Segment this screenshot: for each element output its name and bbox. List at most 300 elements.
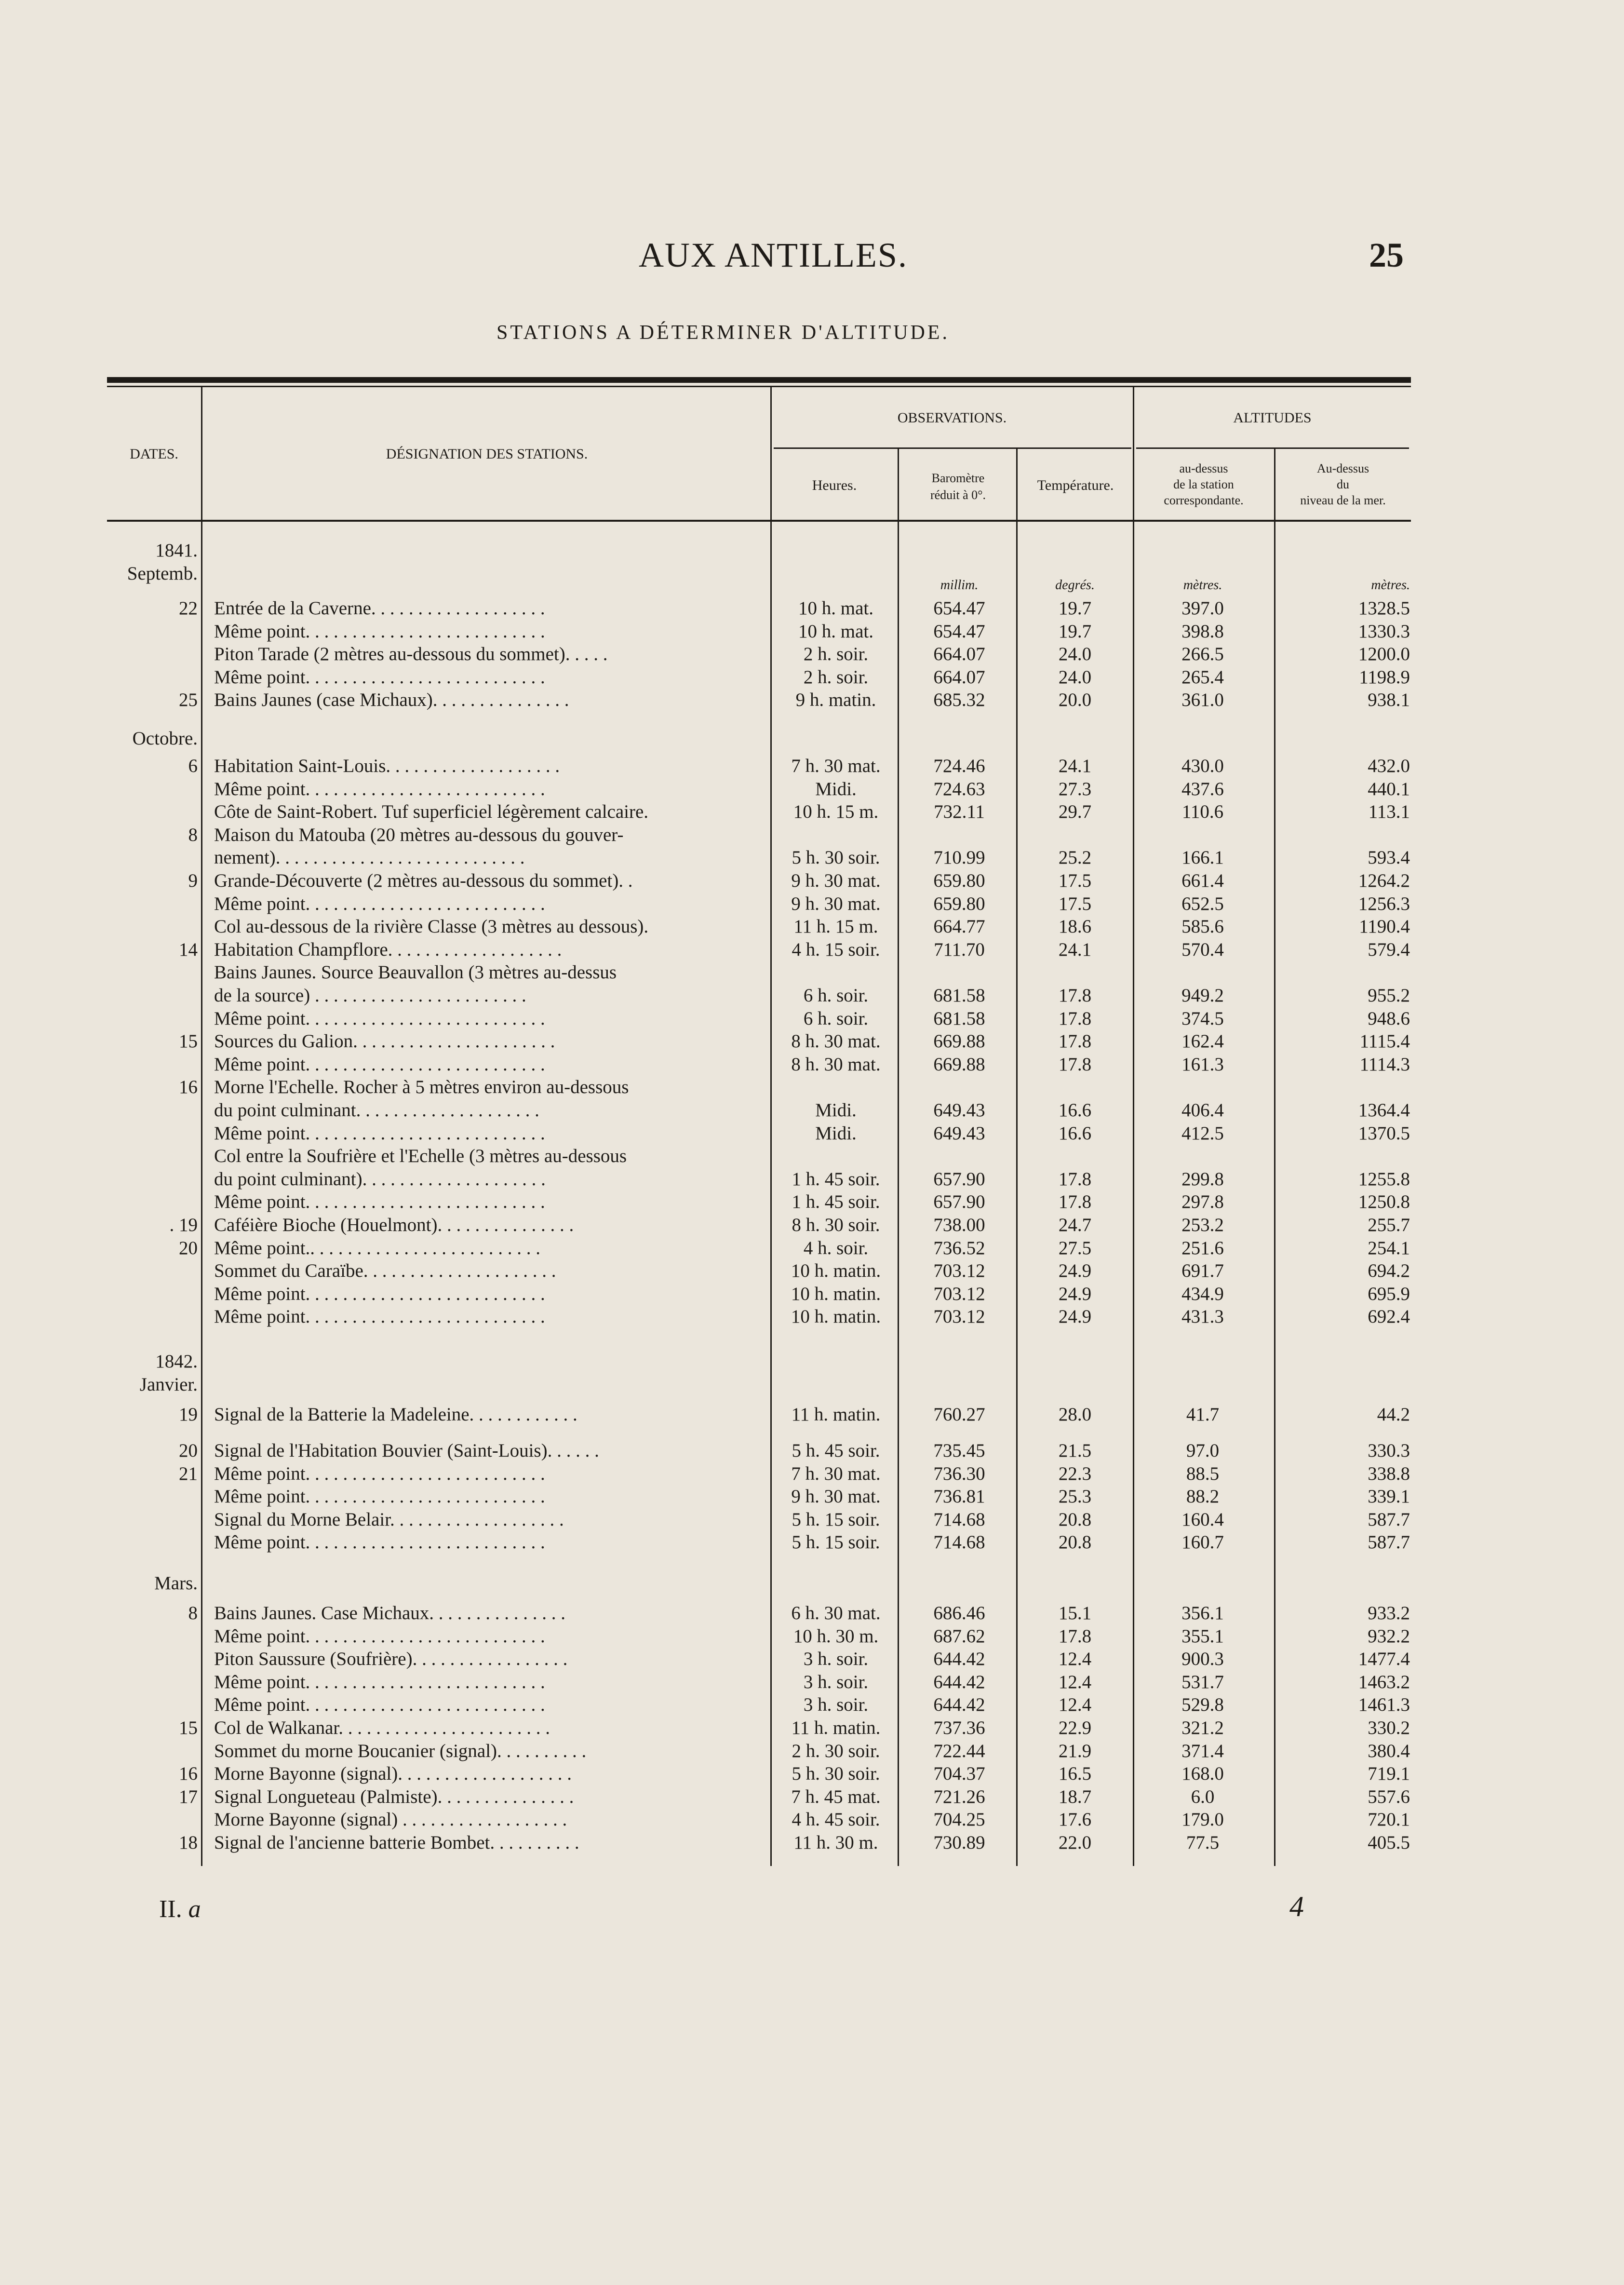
row-altitude-station: 321.2 bbox=[1181, 1717, 1224, 1738]
row-altitude-mer: 1370.5 bbox=[1358, 1122, 1410, 1144]
row-barometre: 721.26 bbox=[933, 1786, 985, 1807]
row-altitude-station: 251.6 bbox=[1181, 1237, 1224, 1258]
table-row bbox=[0, 984, 1624, 1007]
row-altitude-mer: 1190.4 bbox=[1359, 916, 1410, 937]
signature-roman: II. bbox=[159, 1895, 182, 1923]
row-altitude-station: 398.8 bbox=[1181, 621, 1224, 642]
row-altitude-station: 570.4 bbox=[1181, 939, 1224, 960]
row-designation: Col entre la Soufrière et l'Echelle (3 mètres au-dessous bbox=[214, 1146, 627, 1167]
row-temperature: 24.0 bbox=[1058, 666, 1092, 688]
row-barometre: 644.42 bbox=[933, 1649, 985, 1670]
row-temperature: 24.1 bbox=[1058, 939, 1092, 960]
row-altitude-mer: 933.2 bbox=[1368, 1603, 1410, 1623]
row-designation: Piton Tarade (2 mètres au-dessous du sommet). . . . . bbox=[214, 644, 608, 665]
row-barometre: 659.80 bbox=[933, 870, 985, 891]
row-temperature: 27.5 bbox=[1058, 1237, 1092, 1258]
table-row bbox=[0, 1305, 1624, 1328]
row-heures: Midi. bbox=[815, 778, 857, 799]
row-barometre: 644.42 bbox=[933, 1694, 985, 1716]
row-designation: Caféière Bioche (Houelmont). . . . . . . . . . . . . . . bbox=[214, 1215, 574, 1235]
row-temperature: 24.1 bbox=[1058, 756, 1092, 776]
row-heures: 3 h. soir. bbox=[803, 1649, 869, 1670]
row-designation: Sommet du morne Boucanier (signal). . . . . . . . . . bbox=[214, 1740, 587, 1761]
row-altitude-mer: 1256.3 bbox=[1358, 893, 1410, 914]
row-designation: Sources du Galion. . . . . . . . . . . . . . . . . . . . . . bbox=[214, 1031, 555, 1052]
row-altitude-station: 160.4 bbox=[1181, 1509, 1224, 1530]
row-heures: 5 h. 45 soir. bbox=[792, 1440, 880, 1461]
row-heures: 11 h. matin. bbox=[791, 1404, 881, 1425]
row-heures: 10 h. 15 m. bbox=[793, 801, 879, 823]
table-row bbox=[0, 1350, 1624, 1373]
row-altitude-station: 297.8 bbox=[1181, 1191, 1224, 1213]
row-temperature: 27.3 bbox=[1058, 778, 1092, 799]
row-designation: Sommet du Caraïbe. . . . . . . . . . . . . . . . . . . . . bbox=[214, 1260, 556, 1282]
row-altitude-mer: 593.4 bbox=[1368, 847, 1410, 868]
row-date: 17 bbox=[179, 1786, 198, 1807]
row-temperature: 20.8 bbox=[1058, 1532, 1092, 1553]
row-altitude-station: 437.6 bbox=[1181, 778, 1224, 799]
table-row bbox=[0, 1076, 1624, 1099]
row-heures: 11 h. 30 m. bbox=[793, 1832, 878, 1853]
row-heures: 11 h. matin. bbox=[791, 1717, 881, 1738]
row-altitude-mer: 338.8 bbox=[1368, 1463, 1410, 1484]
row-altitude-station: 356.1 bbox=[1181, 1603, 1224, 1623]
row-altitude-mer: 1328.5 bbox=[1358, 598, 1410, 619]
row-barometre: 644.42 bbox=[933, 1671, 985, 1692]
row-altitude-station: 355.1 bbox=[1181, 1625, 1224, 1647]
row-heures: 3 h. soir. bbox=[803, 1671, 869, 1692]
row-barometre: 664.07 bbox=[933, 666, 985, 688]
table-row bbox=[0, 727, 1624, 750]
header-heures: Heures. bbox=[812, 477, 857, 493]
row-heures: 4 h. soir. bbox=[803, 1237, 869, 1258]
row-designation: Morne Bayonne (signal) . . . . . . . . . . . . . . . . . . bbox=[214, 1809, 567, 1830]
row-altitude-mer: 1477.4 bbox=[1358, 1649, 1410, 1670]
row-designation: Habitation Champflore. . . . . . . . . . . . . . . . . . . bbox=[214, 939, 562, 960]
row-altitude-mer: 932.2 bbox=[1368, 1625, 1410, 1647]
table-row bbox=[0, 1237, 1624, 1260]
row-designation: Signal Longueteau (Palmiste). . . . . . . . . . . . . . . bbox=[214, 1786, 574, 1807]
header-alt-station-line3: correspondante. bbox=[1164, 493, 1244, 507]
row-designation: Signal de l'Habitation Bouvier (Saint-Louis). . . . . . bbox=[214, 1440, 599, 1461]
table-row bbox=[0, 755, 1624, 778]
row-designation: Maison du Matouba (20 mètres au-dessous du gouver- bbox=[214, 824, 624, 845]
row-designation: Même point. . . . . . . . . . . . . . . . . . . . . . . . . . bbox=[214, 1008, 545, 1029]
table-row bbox=[0, 1403, 1624, 1426]
row-altitude-mer: 1330.3 bbox=[1358, 621, 1410, 642]
row-designation: Même point. . . . . . . . . . . . . . . . . . . . . . . . . . bbox=[214, 1191, 545, 1213]
row-designation: Col de Walkanar. . . . . . . . . . . . . . . . . . . . . . . bbox=[214, 1717, 550, 1738]
table-row bbox=[0, 1693, 1624, 1717]
row-barometre: 681.58 bbox=[933, 985, 985, 1006]
row-designation: Col au-dessous de la rivière Classe (3 mètres au dessous). bbox=[214, 916, 649, 937]
row-altitude-mer: 719.1 bbox=[1368, 1763, 1410, 1785]
row-date: Janvier. bbox=[139, 1374, 198, 1395]
row-barometre: 737.36 bbox=[933, 1717, 985, 1738]
row-designation: du point culminant). . . . . . . . . . . . . . . . . . . . bbox=[214, 1168, 546, 1190]
row-altitude-station: 110.6 bbox=[1181, 801, 1224, 823]
row-heures: 5 h. 15 soir. bbox=[792, 1509, 880, 1530]
row-heures: 10 h. matin. bbox=[791, 1306, 881, 1327]
table-row bbox=[0, 1740, 1624, 1763]
row-date: 20 bbox=[179, 1237, 198, 1258]
row-designation: Même point. . . . . . . . . . . . . . . . . . . . . . . . . . bbox=[214, 1122, 545, 1144]
row-altitude-mer: 339.1 bbox=[1368, 1486, 1410, 1507]
row-altitude-station: 374.5 bbox=[1181, 1008, 1224, 1029]
header-alt-mer-line1: Au-dessus bbox=[1316, 461, 1369, 475]
row-temperature: 25.3 bbox=[1058, 1486, 1092, 1507]
row-temperature: 18.6 bbox=[1058, 916, 1092, 937]
row-date: Mars. bbox=[154, 1573, 198, 1594]
row-temperature: 22.0 bbox=[1058, 1832, 1092, 1853]
row-barometre: 714.68 bbox=[933, 1532, 985, 1553]
row-barometre: 735.45 bbox=[933, 1440, 985, 1461]
table-row bbox=[0, 938, 1624, 961]
row-temperature: 24.0 bbox=[1058, 644, 1092, 665]
row-heures: 4 h. 15 soir. bbox=[792, 939, 880, 960]
row-designation: Même point. . . . . . . . . . . . . . . . . . . . . . . . . . bbox=[214, 1306, 545, 1327]
row-barometre: 686.46 bbox=[933, 1603, 985, 1623]
row-barometre: 649.43 bbox=[933, 1100, 985, 1121]
row-altitude-station: 371.4 bbox=[1181, 1740, 1224, 1761]
row-altitude-station: 88.2 bbox=[1186, 1486, 1220, 1507]
signature-mark bbox=[159, 1895, 201, 1923]
row-barometre: 760.27 bbox=[933, 1404, 985, 1425]
row-designation: Bains Jaunes. Source Beauvallon (3 mètres au-dessus bbox=[214, 962, 617, 983]
row-barometre: 736.81 bbox=[933, 1486, 985, 1507]
row-heures: 9 h. matin. bbox=[795, 690, 876, 711]
table-row bbox=[0, 1190, 1624, 1214]
row-altitude-station: 531.7 bbox=[1181, 1671, 1224, 1692]
row-date: 16 bbox=[179, 1077, 198, 1098]
header-altitudes: ALTITUDES bbox=[1233, 410, 1312, 426]
row-altitude-station: 266.5 bbox=[1181, 644, 1224, 665]
row-temperature: 20.0 bbox=[1058, 690, 1092, 711]
row-altitude-station: 900.3 bbox=[1181, 1649, 1224, 1670]
row-barometre: 738.00 bbox=[933, 1215, 985, 1235]
row-designation: nement). . . . . . . . . . . . . . . . . . . . . . . . . . . bbox=[214, 847, 525, 868]
row-heures: Midi. bbox=[815, 1100, 857, 1121]
row-temperature: 12.4 bbox=[1058, 1671, 1092, 1692]
row-temperature: 28.0 bbox=[1058, 1404, 1092, 1425]
row-altitude-station: 162.4 bbox=[1181, 1031, 1224, 1052]
row-date: 19 bbox=[179, 1404, 198, 1425]
row-temperature: 17.8 bbox=[1058, 1054, 1092, 1075]
table-subtitle: STATIONS A DÉTERMINER D'ALTITUDE. bbox=[497, 322, 950, 344]
row-temperature: 17.8 bbox=[1058, 1191, 1092, 1213]
table-row bbox=[0, 1462, 1624, 1486]
row-altitude-mer: 1463.2 bbox=[1358, 1671, 1410, 1692]
signature-letter: a bbox=[188, 1895, 201, 1923]
row-altitude-station: 691.7 bbox=[1181, 1260, 1224, 1282]
row-designation: Grande-Découverte (2 mètres au-dessous du sommet). . bbox=[214, 870, 633, 891]
row-designation: Piton Saussure (Soufrière). . . . . . . . . . . . . . . . . bbox=[214, 1649, 568, 1670]
running-header-title: AUX ANTILLES. bbox=[639, 236, 908, 274]
header-alt-station-line2: de la station bbox=[1173, 477, 1234, 491]
row-altitude-mer: 330.3 bbox=[1368, 1440, 1410, 1461]
row-date: 16 bbox=[179, 1763, 198, 1785]
row-temperature: 17.8 bbox=[1058, 985, 1092, 1006]
table-row bbox=[0, 846, 1624, 869]
row-barometre: 703.12 bbox=[933, 1306, 985, 1327]
row-heures: 2 h. 30 soir. bbox=[792, 1740, 880, 1761]
row-altitude-station: 434.9 bbox=[1181, 1283, 1224, 1304]
table-row bbox=[0, 915, 1624, 938]
page-number: 25 bbox=[1369, 236, 1404, 274]
row-barometre: 681.58 bbox=[933, 1008, 985, 1029]
table-row bbox=[0, 643, 1624, 666]
row-temperature: 17.8 bbox=[1058, 1168, 1092, 1190]
row-altitude-mer: 695.9 bbox=[1368, 1283, 1410, 1304]
row-heures: 7 h. 30 mat. bbox=[791, 756, 881, 776]
table-row bbox=[0, 1373, 1624, 1396]
row-altitude-station: 412.5 bbox=[1181, 1122, 1224, 1144]
row-temperature: 24.7 bbox=[1058, 1215, 1092, 1235]
row-barometre: 724.46 bbox=[933, 756, 985, 776]
row-altitude-station: 168.0 bbox=[1181, 1763, 1224, 1785]
table-row bbox=[0, 1508, 1624, 1531]
row-barometre: 736.30 bbox=[933, 1463, 985, 1484]
row-barometre: 704.37 bbox=[933, 1763, 985, 1785]
row-designation: Même point. . . . . . . . . . . . . . . . . . . . . . . . . . bbox=[214, 1625, 545, 1647]
table-row bbox=[0, 1762, 1624, 1785]
row-heures: 6 h. 30 mat. bbox=[791, 1603, 881, 1623]
row-designation: Morne l'Echelle. Rocher à 5 mètres environ au-dessous bbox=[214, 1077, 629, 1098]
row-heures: 7 h. 30 mat. bbox=[791, 1463, 881, 1484]
row-altitude-station: 77.5 bbox=[1186, 1832, 1220, 1853]
table-row bbox=[0, 539, 1624, 562]
row-designation: du point culminant. . . . . . . . . . . . . . . . . . . . bbox=[214, 1100, 539, 1121]
row-barometre: 649.43 bbox=[933, 1122, 985, 1144]
row-altitude-mer: 1264.2 bbox=[1358, 870, 1410, 891]
table-row bbox=[0, 1648, 1624, 1671]
row-temperature: 20.8 bbox=[1058, 1509, 1092, 1530]
row-temperature: 15.1 bbox=[1058, 1603, 1092, 1623]
row-barometre: 669.88 bbox=[933, 1054, 985, 1075]
table-row bbox=[0, 1007, 1624, 1030]
row-barometre: 669.88 bbox=[933, 1031, 985, 1052]
row-date: Septemb. bbox=[127, 563, 198, 584]
row-date: 22 bbox=[179, 598, 198, 619]
row-altitude-station: 41.7 bbox=[1186, 1404, 1220, 1425]
row-altitude-station: 661.4 bbox=[1181, 870, 1224, 891]
row-designation: Bains Jaunes. Case Michaux. . . . . . . . . . . . . . . bbox=[214, 1603, 566, 1623]
header-alt-station-line1: au-dessus bbox=[1179, 461, 1228, 475]
row-barometre: 664.77 bbox=[933, 916, 985, 937]
row-designation: Bains Jaunes (case Michaux). . . . . . . . . . . . . . . bbox=[214, 690, 569, 711]
row-altitude-mer: 380.4 bbox=[1368, 1740, 1410, 1761]
header-alt-mer-line2: du bbox=[1337, 477, 1349, 491]
row-designation: de la source) . . . . . . . . . . . . . . . . . . . . . . . bbox=[214, 985, 526, 1006]
header-designation: DÉSIGNATION DES STATIONS. bbox=[386, 446, 588, 462]
row-heures: 10 h. mat. bbox=[798, 621, 873, 642]
row-altitude-station: 97.0 bbox=[1186, 1440, 1220, 1461]
row-barometre: 703.12 bbox=[933, 1283, 985, 1304]
table-row bbox=[0, 1808, 1624, 1831]
table-row bbox=[0, 892, 1624, 916]
table-row bbox=[0, 1145, 1624, 1168]
row-heures: 6 h. soir. bbox=[803, 985, 869, 1006]
row-heures: 5 h. 30 soir. bbox=[792, 1763, 880, 1785]
signature-number: 4 bbox=[1289, 1891, 1304, 1922]
row-designation: Même point. . . . . . . . . . . . . . . . . . . . . . . . . . bbox=[214, 1532, 545, 1553]
row-barometre: 732.11 bbox=[934, 801, 985, 823]
row-temperature: 17.8 bbox=[1058, 1031, 1092, 1052]
row-date: 14 bbox=[179, 939, 198, 960]
row-altitude-station: 179.0 bbox=[1181, 1809, 1224, 1830]
row-barometre: 654.47 bbox=[933, 621, 985, 642]
row-heures: 10 h. matin. bbox=[791, 1260, 881, 1282]
row-altitude-station: 361.0 bbox=[1181, 690, 1224, 711]
row-temperature: 22.9 bbox=[1058, 1717, 1092, 1738]
row-heures: 10 h. mat. bbox=[798, 598, 873, 619]
row-altitude-mer: 440.1 bbox=[1368, 778, 1410, 799]
row-date: 9 bbox=[188, 870, 198, 891]
table-row bbox=[0, 1122, 1624, 1145]
row-altitude-mer: 1255.8 bbox=[1358, 1168, 1410, 1190]
row-barometre: 664.07 bbox=[933, 644, 985, 665]
row-barometre: 659.80 bbox=[933, 893, 985, 914]
unit-alt1: mètres. bbox=[1183, 578, 1222, 593]
table-row bbox=[0, 1283, 1624, 1306]
row-heures: 8 h. 30 soir. bbox=[792, 1215, 880, 1235]
row-altitude-mer: 1200.0 bbox=[1358, 644, 1410, 665]
table-row bbox=[0, 666, 1624, 689]
row-heures: 6 h. soir. bbox=[803, 1008, 869, 1029]
table-row bbox=[0, 1053, 1624, 1076]
row-barometre: 685.32 bbox=[933, 690, 985, 711]
row-temperature: 25.2 bbox=[1058, 847, 1092, 868]
row-altitude-mer: 694.2 bbox=[1368, 1260, 1410, 1282]
row-altitude-mer: 955.2 bbox=[1368, 985, 1410, 1006]
row-altitude-mer: 254.1 bbox=[1368, 1237, 1410, 1258]
row-barometre: 704.25 bbox=[933, 1809, 985, 1830]
row-designation: Habitation Saint-Louis. . . . . . . . . . . . . . . . . . . bbox=[214, 756, 560, 776]
row-altitude-station: 299.8 bbox=[1181, 1168, 1224, 1190]
row-altitude-mer: 1114.3 bbox=[1359, 1054, 1410, 1075]
row-altitude-station: 431.3 bbox=[1181, 1306, 1224, 1327]
row-date: 8 bbox=[188, 824, 198, 845]
row-heures: 4 h. 45 soir. bbox=[792, 1809, 880, 1830]
table-row bbox=[0, 1572, 1624, 1595]
row-barometre: 687.62 bbox=[933, 1625, 985, 1647]
row-heures: 8 h. 30 mat. bbox=[791, 1054, 881, 1075]
row-barometre: 657.90 bbox=[933, 1168, 985, 1190]
row-designation: Même point.. . . . . . . . . . . . . . . . . . . . . . . . . bbox=[214, 1237, 541, 1258]
row-designation: Entrée de la Caverne. . . . . . . . . . . . . . . . . . . bbox=[214, 598, 545, 619]
row-designation: Signal du Morne Belair. . . . . . . . . . . . . . . . . . . bbox=[214, 1509, 564, 1530]
table-row bbox=[0, 1259, 1624, 1283]
row-date: 21 bbox=[179, 1463, 198, 1484]
row-date: Octobre. bbox=[132, 728, 198, 749]
row-temperature: 21.9 bbox=[1058, 1740, 1092, 1761]
row-designation: Même point. . . . . . . . . . . . . . . . . . . . . . . . . . bbox=[214, 1463, 545, 1484]
row-altitude-mer: 948.6 bbox=[1368, 1008, 1410, 1029]
row-altitude-mer: 692.4 bbox=[1368, 1306, 1410, 1327]
table-row bbox=[0, 869, 1624, 892]
row-designation: Même point. . . . . . . . . . . . . . . . . . . . . . . . . . bbox=[214, 1486, 545, 1507]
row-designation: Même point. . . . . . . . . . . . . . . . . . . . . . . . . . bbox=[214, 666, 545, 688]
table-row bbox=[0, 824, 1624, 847]
row-altitude-mer: 579.4 bbox=[1368, 939, 1410, 960]
row-barometre: 730.89 bbox=[933, 1832, 985, 1853]
row-altitude-mer: 938.1 bbox=[1368, 690, 1410, 711]
table-row bbox=[0, 620, 1624, 643]
row-heures: 7 h. 45 mat. bbox=[791, 1786, 881, 1807]
table-row bbox=[0, 778, 1624, 801]
table-row bbox=[0, 1831, 1624, 1854]
row-altitude-mer: 1198.9 bbox=[1359, 666, 1410, 688]
row-date: 1841. bbox=[155, 540, 198, 561]
table-row bbox=[0, 1671, 1624, 1694]
row-temperature: 12.4 bbox=[1058, 1694, 1092, 1716]
row-heures: 8 h. 30 mat. bbox=[791, 1031, 881, 1052]
row-altitude-mer: 113.1 bbox=[1368, 801, 1410, 823]
row-heures: 2 h. soir. bbox=[803, 666, 869, 688]
table-row bbox=[0, 1602, 1624, 1625]
row-designation: Même point. . . . . . . . . . . . . . . . . . . . . . . . . . bbox=[214, 621, 545, 642]
row-designation: Côte de Saint-Robert. Tuf superficiel légèrement calcaire. bbox=[214, 801, 649, 823]
row-altitude-station: 529.8 bbox=[1181, 1694, 1224, 1716]
row-temperature: 17.8 bbox=[1058, 1008, 1092, 1029]
row-date: 18 bbox=[179, 1832, 198, 1853]
header-temperature: Température. bbox=[1037, 477, 1114, 493]
row-altitude-station: 430.0 bbox=[1181, 756, 1224, 776]
row-altitude-station: 166.1 bbox=[1181, 847, 1224, 868]
row-temperature: 17.5 bbox=[1058, 893, 1092, 914]
row-altitude-mer: 1461.3 bbox=[1358, 1694, 1410, 1716]
row-heures: 5 h. 15 soir. bbox=[792, 1532, 880, 1553]
row-altitude-mer: 1250.8 bbox=[1358, 1191, 1410, 1213]
row-altitude-station: 88.5 bbox=[1186, 1463, 1220, 1484]
table-row bbox=[0, 597, 1624, 620]
header-alt-mer-line3: niveau de la mer. bbox=[1300, 493, 1386, 507]
row-barometre: 710.99 bbox=[933, 847, 985, 868]
unit-temp: degrés. bbox=[1055, 578, 1095, 593]
row-altitude-station: 949.2 bbox=[1181, 985, 1224, 1006]
row-designation: Morne Bayonne (signal). . . . . . . . . . . . . . . . . . . bbox=[214, 1763, 572, 1785]
table-row bbox=[0, 1030, 1624, 1053]
row-temperature: 16.5 bbox=[1058, 1763, 1092, 1785]
row-altitude-station: 652.5 bbox=[1181, 893, 1224, 914]
table-row bbox=[0, 961, 1624, 984]
row-barometre: 736.52 bbox=[933, 1237, 985, 1258]
row-barometre: 657.90 bbox=[933, 1191, 985, 1213]
table-row bbox=[0, 562, 1624, 585]
row-altitude-mer: 1115.4 bbox=[1359, 1031, 1410, 1052]
table-row bbox=[0, 1531, 1624, 1554]
row-heures: 9 h. 30 mat. bbox=[791, 893, 881, 914]
row-altitude-station: 161.3 bbox=[1181, 1054, 1224, 1075]
header-barometre-line2: réduit à 0°. bbox=[930, 488, 986, 502]
table-row bbox=[0, 1168, 1624, 1191]
row-designation: Même point. . . . . . . . . . . . . . . . . . . . . . . . . . bbox=[214, 1054, 545, 1075]
row-barometre: 711.70 bbox=[934, 939, 985, 960]
row-date: . 19 bbox=[169, 1215, 198, 1235]
row-temperature: 24.9 bbox=[1058, 1260, 1092, 1282]
row-altitude-mer: 1364.4 bbox=[1358, 1100, 1410, 1121]
row-altitude-station: 160.7 bbox=[1181, 1532, 1224, 1553]
row-designation: Signal de la Batterie la Madeleine. . . . . . . . . . . . bbox=[214, 1404, 577, 1425]
row-temperature: 19.7 bbox=[1058, 621, 1092, 642]
row-designation: Même point. . . . . . . . . . . . . . . . . . . . . . . . . . bbox=[214, 893, 545, 914]
row-altitude-mer: 405.5 bbox=[1368, 1832, 1410, 1853]
row-heures: 1 h. 45 soir. bbox=[792, 1168, 880, 1190]
row-date: 15 bbox=[179, 1031, 198, 1052]
row-temperature: 16.6 bbox=[1058, 1122, 1092, 1144]
row-temperature: 17.5 bbox=[1058, 870, 1092, 891]
row-altitude-mer: 587.7 bbox=[1368, 1509, 1410, 1530]
